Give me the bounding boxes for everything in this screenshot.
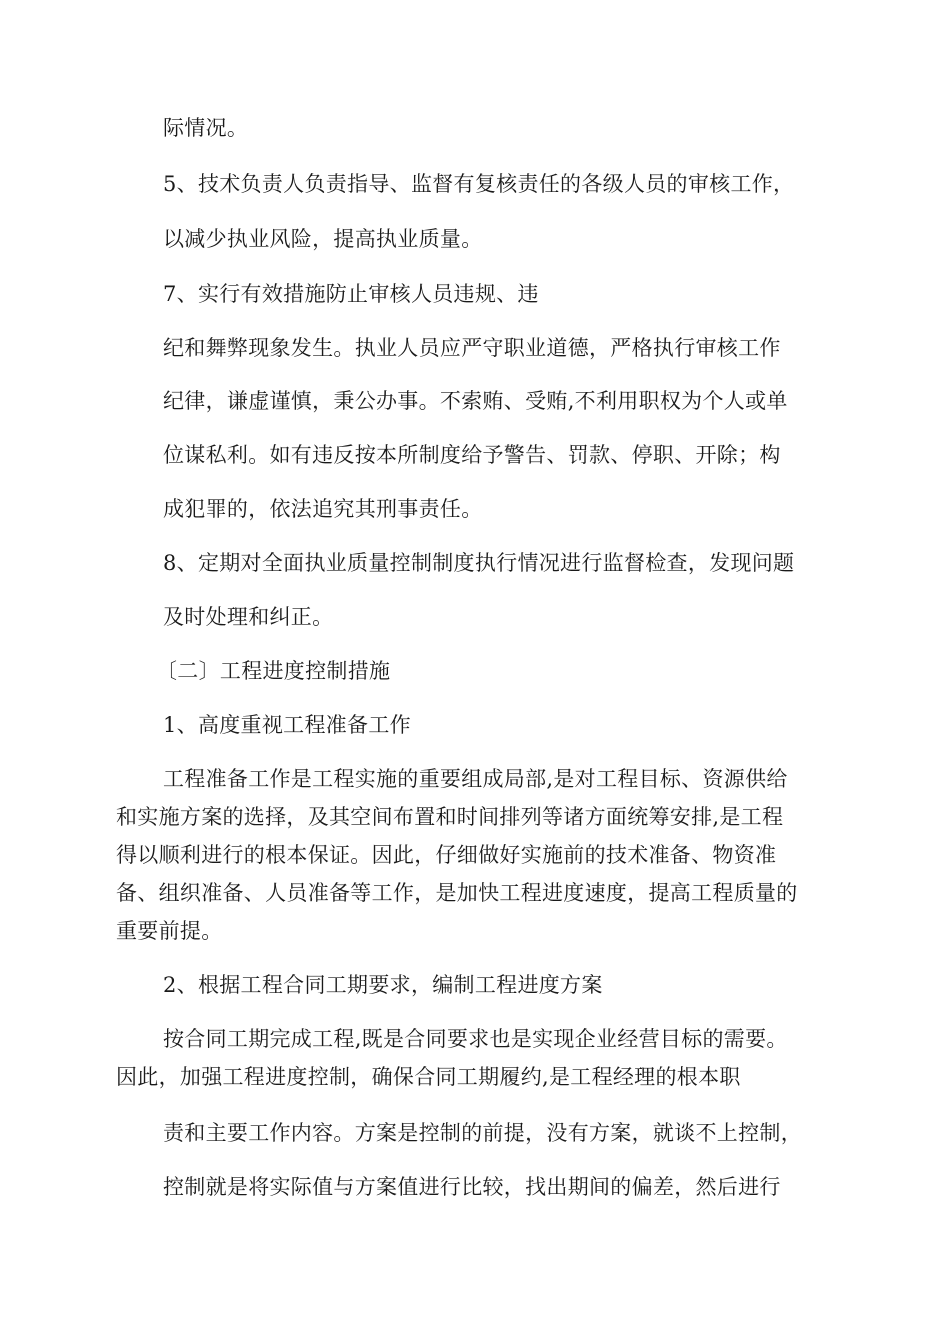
text-line: 成犯罪的，依法追究其刑事责任。 xyxy=(163,497,483,521)
text-line: 位谋私利。如有违反按本所制度给予警告、罚款、停职、开除；构 xyxy=(163,443,781,467)
text-line: 和实施方案的选择，及其空间布置和时间排列等诸方面统筹安排,是工程 xyxy=(116,805,784,829)
text-line: 重要前提。 xyxy=(116,919,223,943)
text-line: 以减少执业风险，提高执业质量。 xyxy=(163,227,483,251)
text-line: 工程准备工作是工程实施的重要组成局部,是对工程目标、资源供给 xyxy=(163,767,788,791)
text-line: 纪律，谦虚谨慎，秉公办事。不索贿、受贿,不利用职权为个人或单 xyxy=(163,389,788,413)
subsection-heading: 2、根据工程合同工期要求，编制工程进度方案 xyxy=(163,973,603,997)
text-line: 7、实行有效措施防止审核人员违规、违 xyxy=(163,282,539,306)
text-line: 得以顺利进行的根本保证。因此，仔细做好实施前的技术准备、物资准 xyxy=(116,843,777,867)
text-line: 5、技术负责人负责指导、监督有复核责任的各级人员的审核工作， xyxy=(163,172,795,196)
subsection-heading: 1、高度重视工程准备工作 xyxy=(163,713,411,737)
text-line: 8、定期对全面执业质量控制制度执行情况进行监督检查，发现问题 xyxy=(163,551,795,575)
text-line: 控制就是将实际值与方案值进行比较，找出期间的偏差，然后进行 xyxy=(163,1175,781,1199)
text-line: 备、组织准备、人员准备等工作，是加快工程进度速度，提高工程质量的 xyxy=(116,881,798,905)
section-heading: 〔二〕工程进度控制措施 xyxy=(156,659,391,683)
text-line: 际情况。 xyxy=(163,116,249,140)
text-line: 及时处理和纠正。 xyxy=(163,605,334,629)
text-line: 纪和舞弊现象发生。执业人员应严守职业道德，严格执行审核工作 xyxy=(163,336,781,360)
text-line: 责和主要工作内容。方案是控制的前提，没有方案，就谈不上控制， xyxy=(163,1121,802,1145)
text-line: 按合同工期完成工程,既是合同要求也是实现企业经营目标的需要。 xyxy=(163,1027,788,1051)
text-line: 因此，加强工程进度控制，确保合同工期履约,是工程经理的根本职 xyxy=(116,1065,741,1089)
